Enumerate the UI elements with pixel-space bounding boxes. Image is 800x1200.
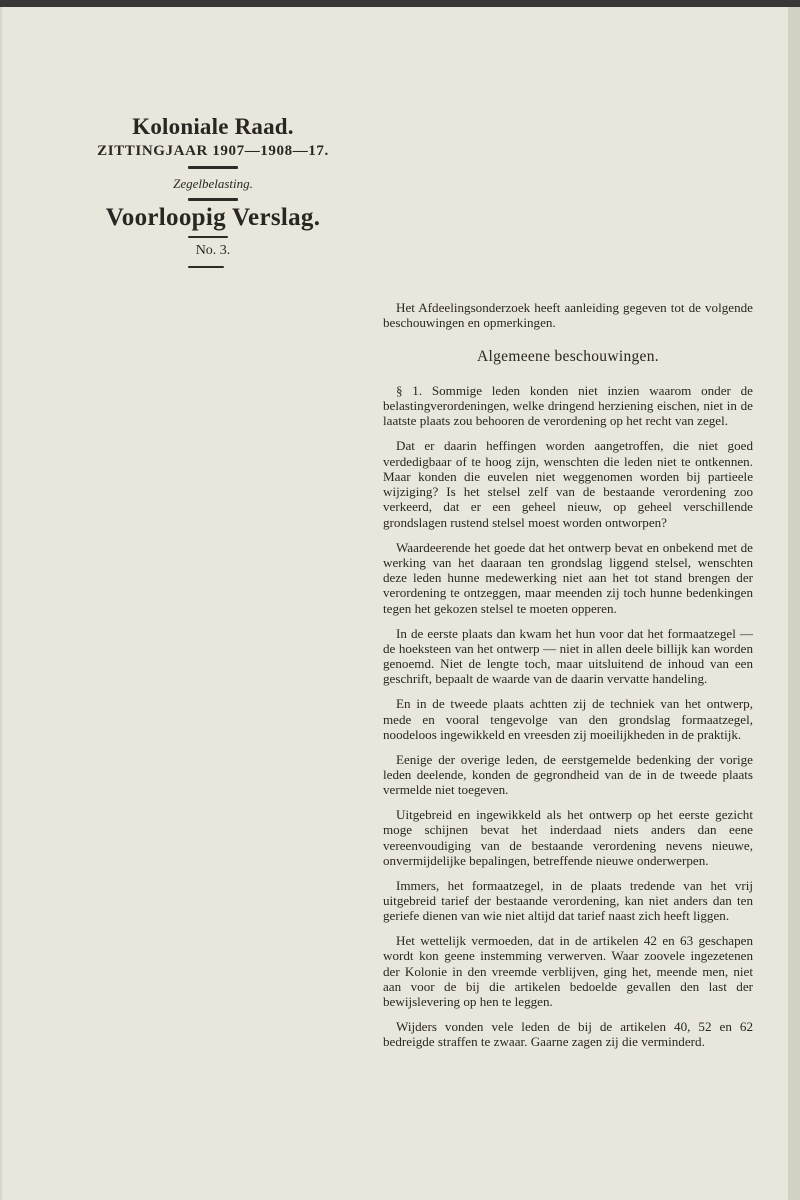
body-paragraph: Dat er daarin heffingen worden aangetroffen, die niet goed verdedigbaar of te hoog zijn, wenschten die leden niet te ontkennen. Maar konden die euvelen niet weggenomen worden bij partieele wijziging? Is het stelsel zelf van de bestaande verordening zoo verkeerd, dat er een geheel nieuw, op geheel verschillende grondslagen rustend stelsel moest worden ontworpen? [383, 438, 753, 530]
council-title: Koloniale Raad. [132, 114, 294, 139]
body-paragraph: § 1. Sommige leden konden niet inzien waarom onder de belastingverordeningen, welke dringend herziening eischen, niet in de laatste plaats zou behooren de verordening op het recht van zegel. [383, 382, 753, 429]
body-paragraph: Het wettelijk vermoeden, dat in de artikelen 42 en 63 geschapen wordt kon geene instemming verwerven. Waar zoovele ingezetenen der Kolonie in den vreemde verblijven, ging het, meende men, niet aan voor de bij die artikelen bedoelde gevallen den last der bewijslevering op hen te leggen. [383, 933, 753, 1010]
section-heading: Algemeene beschouwingen. [477, 347, 659, 365]
session-year: ZITTINGJAAR 1907—1908—17. [97, 143, 329, 159]
header-rule [188, 166, 238, 169]
body-paragraph: Uitgebreid en ingewikkeld als het ontwerp op het eerste gezicht moge schijnen bevat het inderdaad niets anders dan eene vereenvoudiging van de bestaande verordening nevens nieuwe, onvermijdelijke bepalingen, betreffende nieuwe onderwerpen. [383, 807, 753, 868]
page-edge [788, 7, 800, 1200]
header-rule [188, 198, 238, 201]
header-rule [188, 236, 228, 238]
document-subject: Zegelbelasting. [173, 176, 253, 191]
body-paragraph: En in de tweede plaats achtten zij de techniek van het ontwerp, mede en vooral tengevolge van den grondslag formaatzegel, noodeloos ingewikkeld en vreesden zij moeilijkheden in de praktijk. [383, 696, 753, 742]
document-number: No. 3. [195, 243, 231, 258]
body-paragraph: Eenige der overige leden, de eerstgemelde bedenking der vorige leden deelende, konden de gegrondheid van de in de tweede plaats vermelde niet toegeven. [383, 751, 753, 798]
header-rule [188, 266, 224, 268]
body-paragraph: In de eerste plaats dan kwam het hun voor dat het formaatzegel — de hoeksteen van het ontwerp — niet in allen deele billijk kan worden genoemd. Niet de lengte toch, maar uitsluitend de inhoud van een geschrift, bepaalt de waarde van de daarin vervatte handeling. [383, 625, 753, 687]
body-paragraph: Waardeerende het goede dat het ontwerp bevat en onbekend met de werking van het daaraan ten grondslag liggend stelsel, wenschten deze leden hunne medewerking niet aan het tot stand brengen der verordening te ontzeggen, maar meenden zij toch hunne bedenkingen tegen het gekozen stelsel te moeten opperen. [383, 539, 753, 616]
report-body [383, 300, 753, 1059]
report-title: Voorloopig Verslag. [105, 204, 321, 231]
intro-paragraph: Het Afdeelingsonderzoek heeft aanleiding gegeven tot de volgende beschouwingen en opmerkingen. [383, 300, 753, 331]
body-paragraph: Wijders vonden vele leden de bij de artikelen 40, 52 en 62 bedreigde straffen te zwaar. Gaarne zagen zij die verminderd. [383, 1019, 753, 1050]
body-paragraph: Immers, het formaatzegel, in de plaats tredende van het vrij uitgebreid tarief der bestaande verordening, kan niet anders dan ten geriefe dienen van wie niet altijd dat tarief naast zich heeft liggen. [383, 877, 753, 924]
scan-top-border [0, 0, 800, 7]
